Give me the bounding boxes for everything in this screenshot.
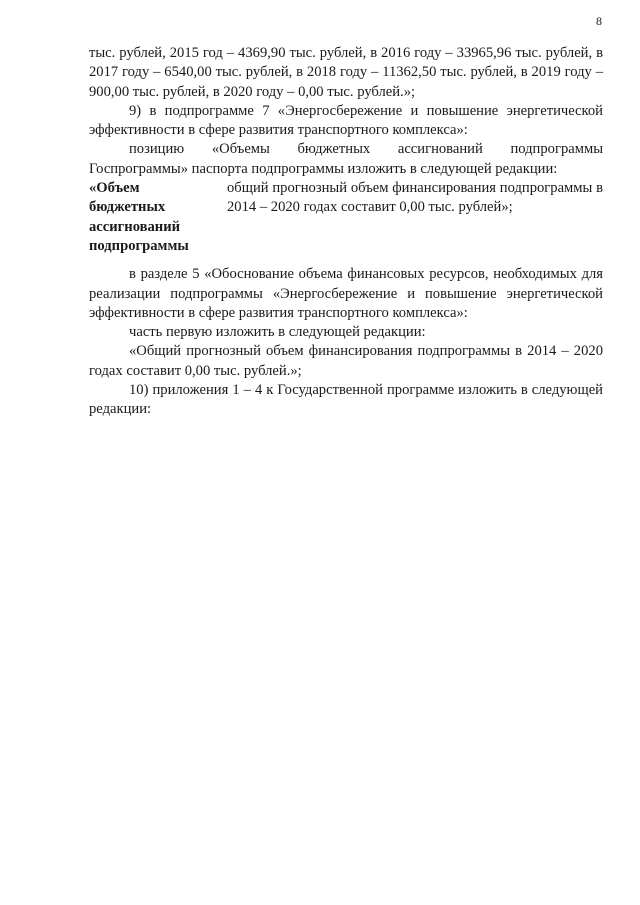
paragraph-item-9: 9) в подпрограмме 7 «Энергосбережение и повышение энергетической эффективности в сфере развития транспортного комплекса»:	[89, 102, 603, 139]
passport-label-line: «Объем	[89, 180, 140, 197]
paragraph-position-change: позицию «Объемы бюджетных ассигнований подпрограммы Госпрограммы» паспорта подпрограммы изложить в следующей редакции:	[89, 141, 603, 177]
passport-label-cell	[89, 179, 227, 256]
document-body	[89, 44, 603, 420]
paragraph-funding-continuation: тыс. рублей, 2015 год – 4369,90 тыс. рублей, в 2016 году – 33965,96 тыс. рублей, в 2017 году – 6540,00 тыс. рублей, в 2018 году – 11362,50 тыс. рублей, в 2019 году – 900,00 тыс. рублей, в 2020 году – 0,00 тыс. рублей.»;	[89, 45, 603, 100]
passport-value-cell: общий прогнозный объем финансирования подпрограммы в 2014 – 2020 годах составит 0,00 тыс. рублей»;	[227, 180, 603, 216]
passport-table	[89, 179, 603, 256]
page-number: 8	[596, 14, 602, 28]
paragraph-section-5: в разделе 5 «Обоснование объема финансовых ресурсов, необходимых для реализации подпрограммы «Энергосбережение и повышение энергетической эффективности в сфере развития транспортного комплекса»:	[89, 266, 603, 321]
passport-table-row	[89, 179, 603, 256]
paragraph-total-funding: «Общий прогнозный объем финансирования подпрограммы в 2014 – 2020 годах составит 0,00 тыс. рублей.»;	[89, 343, 603, 379]
passport-label-line: бюджетных	[89, 199, 166, 216]
paragraph-part-one: часть первую изложить в следующей редакции:	[129, 324, 426, 341]
paragraph-item-10: 10) приложения 1 – 4 к Государственной программе изложить в следующей редакции:	[89, 382, 603, 418]
passport-label-line: ассигнований	[89, 218, 181, 235]
passport-label-line: подпрограммы	[89, 237, 189, 254]
